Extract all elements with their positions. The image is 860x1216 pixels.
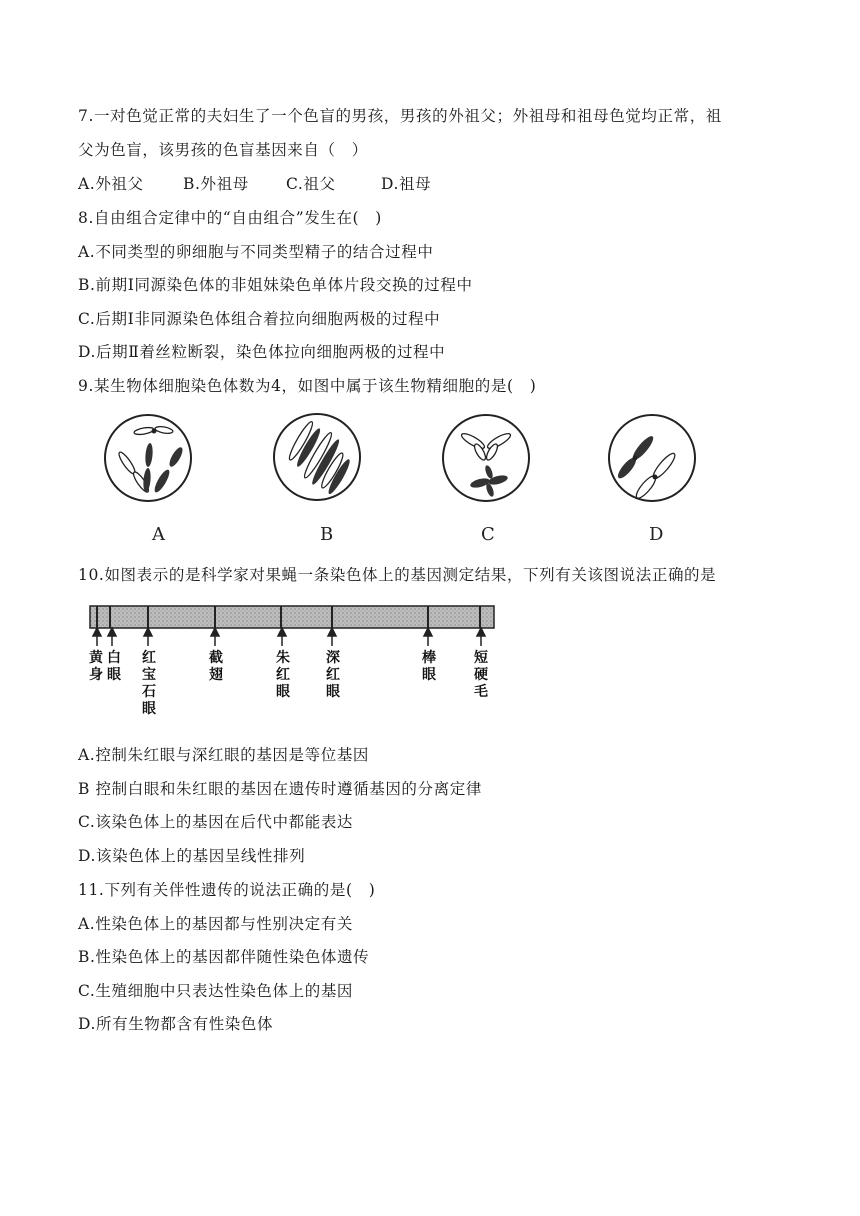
chromosome-bar bbox=[90, 606, 494, 628]
q8-option-b: B.前期Ⅰ同源染色体的非姐妹染色单体片段交换的过程中 bbox=[78, 276, 473, 294]
gene-label-4: 截翅 bbox=[209, 650, 223, 683]
q11-option-a: A.性染色体上的基因都与性别决定有关 bbox=[78, 915, 353, 933]
q7-option-c: C.祖父 bbox=[286, 175, 336, 193]
q11-stem: 11.下列有关伴性遗传的说法正确的是( ) bbox=[78, 881, 376, 899]
cell-c bbox=[443, 415, 529, 501]
gene-label-3: 红宝石眼 bbox=[142, 650, 156, 717]
q8-option-d: D.后期Ⅱ着丝粒断裂，染色体拉向细胞两极的过程中 bbox=[78, 343, 446, 361]
q11-option-b: B.性染色体上的基因都伴随性染色体遗传 bbox=[78, 948, 370, 966]
q10-option-c: C.该染色体上的基因在后代中都能表达 bbox=[78, 813, 354, 831]
label-a: A bbox=[152, 524, 165, 545]
q10-option-b: B 控制白眼和朱红眼的基因在遗传时遵循基因的分离定律 bbox=[78, 780, 482, 798]
q7-option-a: A.外祖父 bbox=[78, 175, 144, 193]
gene-label-7: 棒眼 bbox=[422, 650, 436, 683]
q7-option-d: D.祖母 bbox=[381, 175, 432, 193]
q7-options bbox=[78, 174, 431, 194]
gene-label-8: 短硬毛 bbox=[474, 650, 488, 700]
q10-stem: 10.如图表示的是科学家对果蝇一条染色体上的基因测定结果，下列有关该图说法正确的是 bbox=[78, 566, 717, 584]
q8-option-a: A.不同类型的卵细胞与不同类型精子的结合过程中 bbox=[78, 243, 434, 261]
q7-stem-line2: 父为色盲，该男孩的色盲基因来自（ ） bbox=[78, 141, 368, 159]
cell-a bbox=[105, 415, 191, 501]
gene-label-5: 朱红眼 bbox=[276, 650, 290, 700]
q10-option-a: A.控制朱红眼与深红眼的基因是等位基因 bbox=[78, 746, 370, 764]
q11-option-c: C.生殖细胞中只表达性染色体上的基因 bbox=[78, 982, 354, 1000]
gene-arrows bbox=[93, 628, 485, 646]
gene-label-1: 黄身 bbox=[89, 650, 103, 683]
cell-d bbox=[609, 415, 695, 501]
q7-stem-line1: 7.一对色觉正常的夫妇生了一个色盲的男孩，男孩的外祖父；外祖母和祖母色觉均正常，祖 bbox=[78, 107, 722, 125]
q9-stem: 9.某生物体细胞染色体数为4，如图中属于该生物精细胞的是( ) bbox=[78, 377, 537, 395]
chromosome-gene-map bbox=[86, 600, 506, 730]
q11-option-d: D.所有生物都含有性染色体 bbox=[78, 1015, 274, 1033]
q10-option-d: D.该染色体上的基因呈线性排列 bbox=[78, 847, 306, 865]
q8-stem: 8.自由组合定律中的“自由组合”发生在( ) bbox=[78, 209, 382, 227]
q7-option-b: B.外祖母 bbox=[183, 175, 249, 193]
gene-label-2: 白眼 bbox=[107, 650, 121, 683]
label-d: D bbox=[649, 524, 664, 545]
cell-b bbox=[274, 414, 360, 500]
label-b: B bbox=[320, 524, 334, 545]
q8-option-c: C.后期Ⅰ非同源染色体组合着拉向细胞两极的过程中 bbox=[78, 310, 441, 328]
cell-diagrams bbox=[100, 410, 720, 550]
gene-label-6: 深红眼 bbox=[326, 650, 340, 700]
cell-diagrams-svg bbox=[100, 410, 720, 550]
label-c: C bbox=[481, 524, 495, 545]
